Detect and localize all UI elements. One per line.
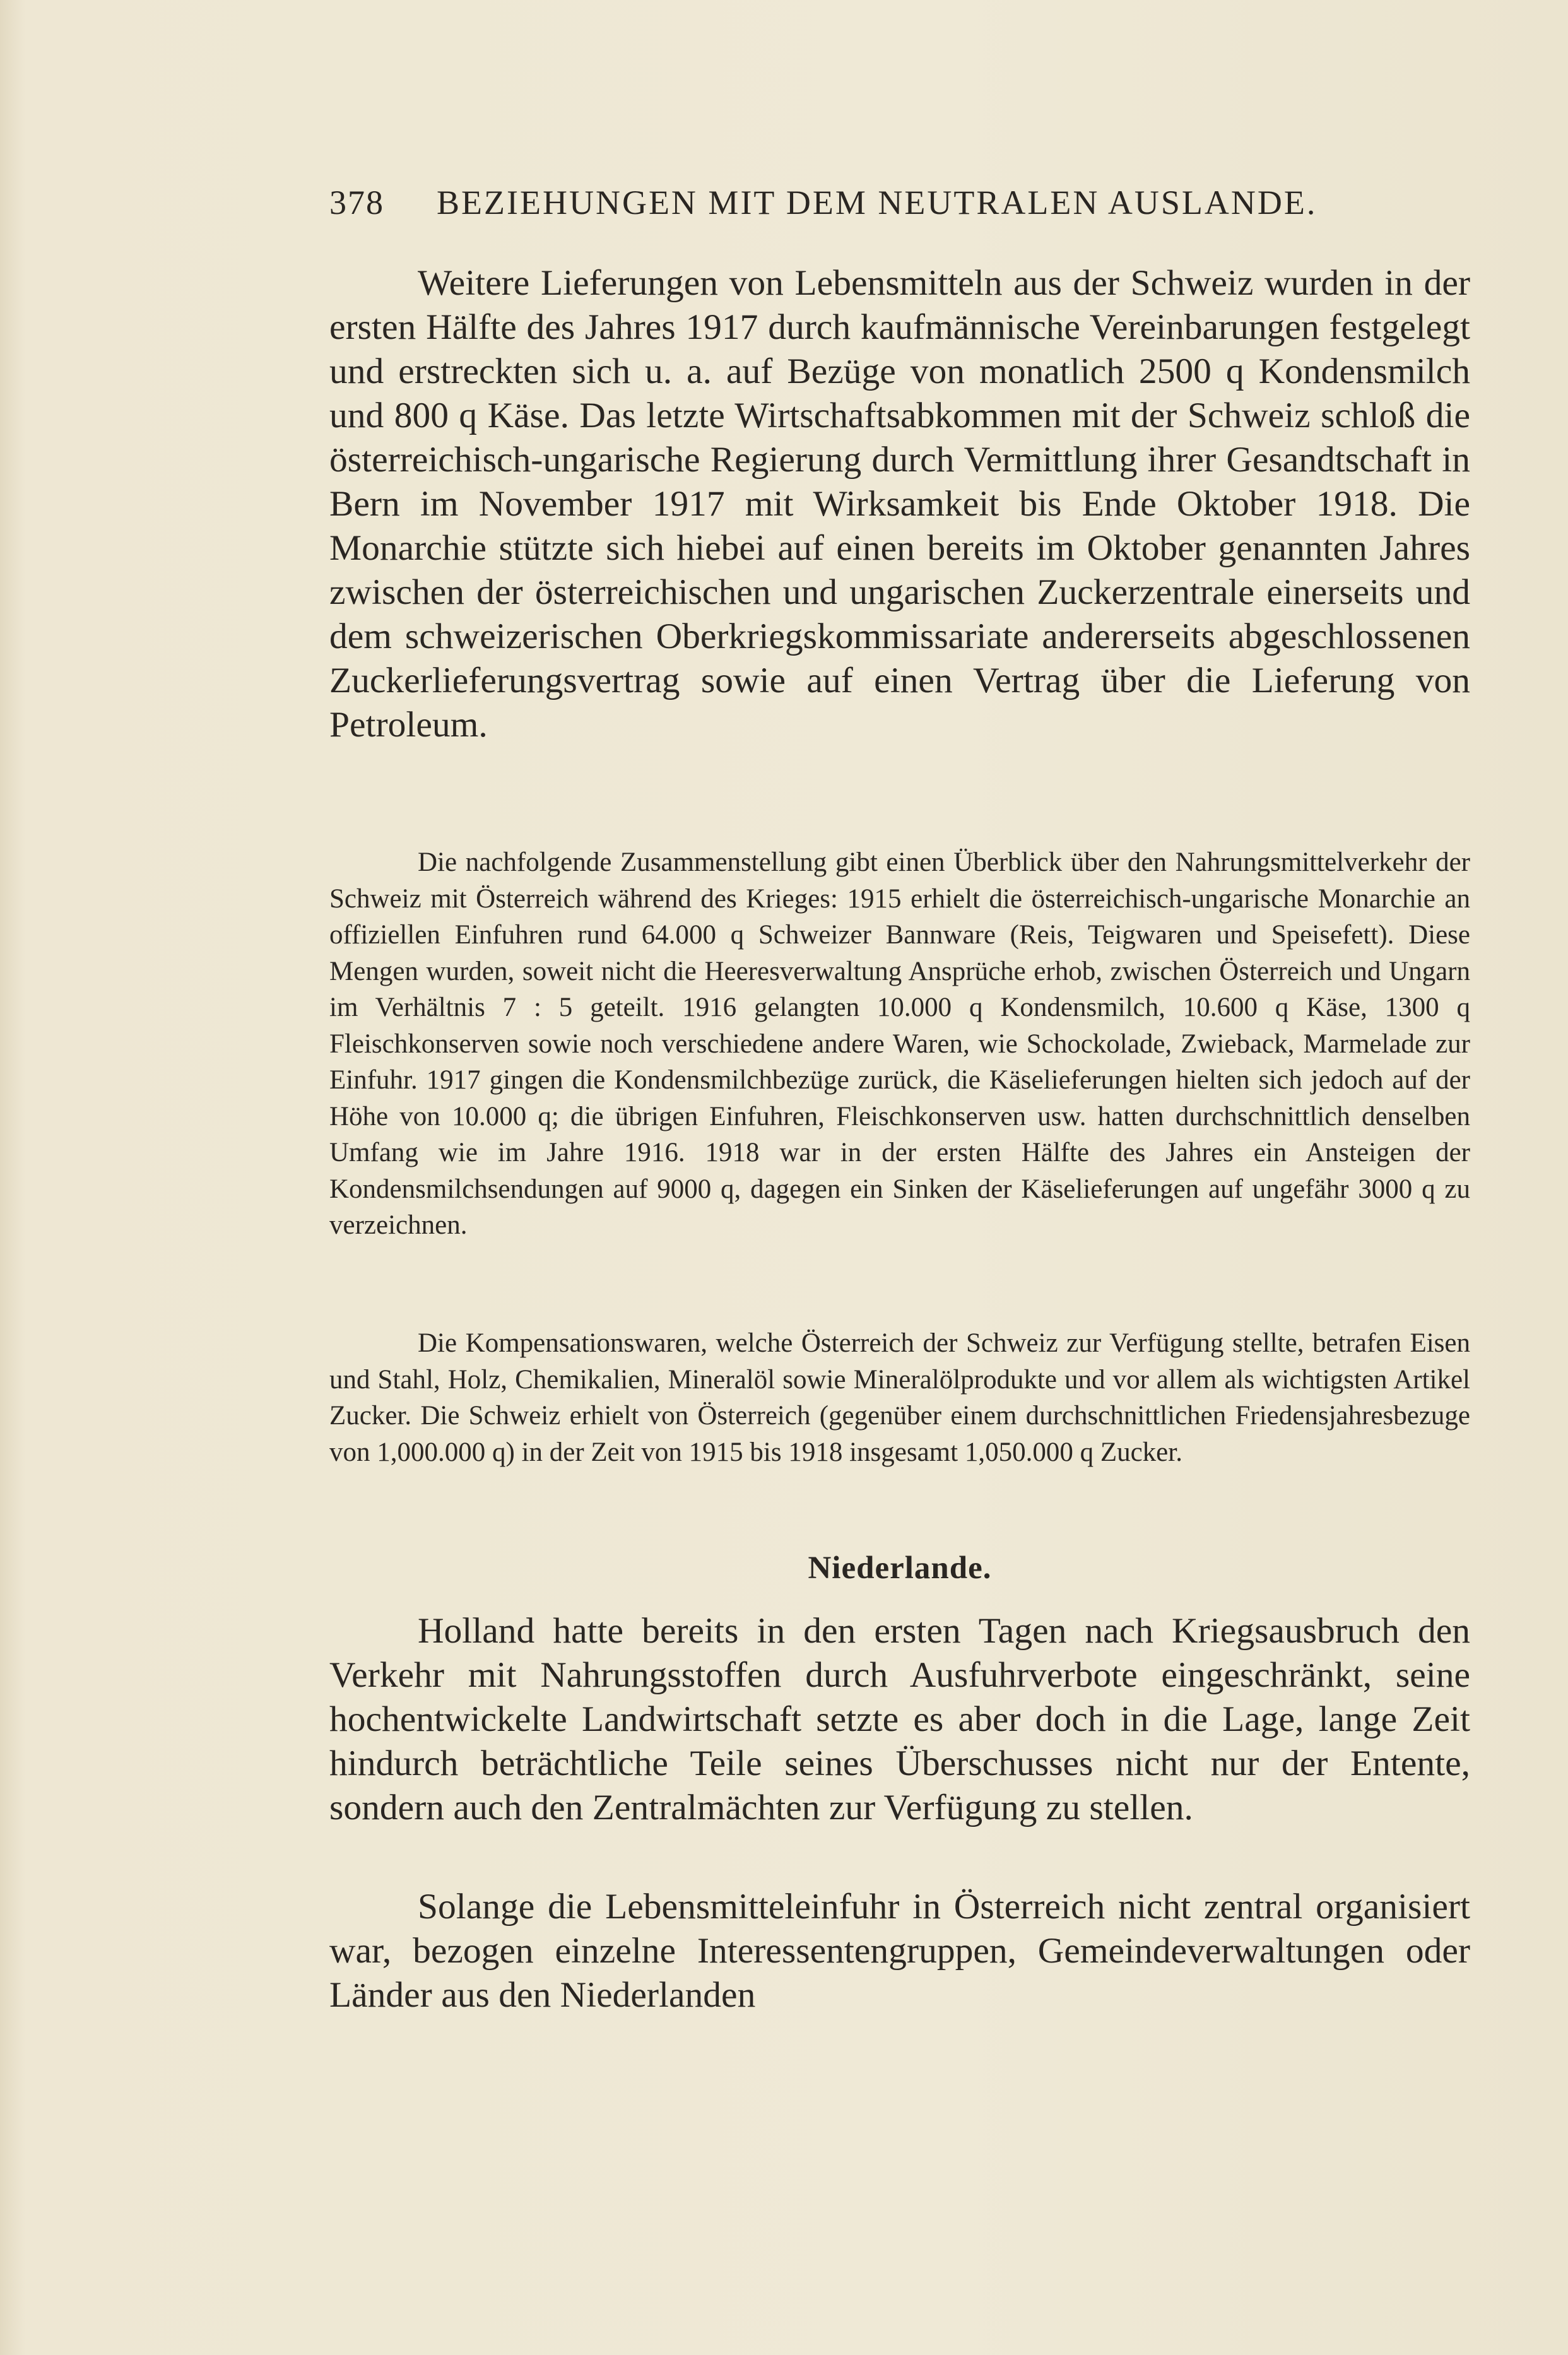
paragraph-holland-imports: Solange die Lebensmitteleinfuhr in Österreich nicht zentral organisiert war, bezogen einzelne Interessentengruppen, Gemeindeverwaltungen oder Länder aus den Niederlanden: [329, 1887, 1470, 2015]
running-title: BEZIEHUNGEN MIT DEM NEUTRALEN AUSLANDE.: [437, 184, 1317, 221]
paragraph-holland-intro: Holland hatte bereits in den ersten Tagen nach Kriegsausbruch den Verkehr mit Nahrungsstoffen durch Ausfuhrverbote eingeschränkt, seine hochentwickelte Landwirtschaft setzte es aber doch in die Lage, lange Zeit hindurch beträchtliche Teile seines Überschusses nicht nur der Entente, sondern auch den Zentralmächten zur Verfügung zu stellen.: [329, 1611, 1470, 1827]
section-heading: Niederlande.: [808, 1550, 992, 1586]
running-header: [329, 183, 1470, 222]
page-number: 378: [329, 184, 384, 221]
note-food-trade-summary: Die nachfolgende Zusammenstellung gibt einen Überblick über den Nahrungsmittelverkehr der Schweiz mit Österreich während des Krieges: 1915 erhielt die österreichisch-ungarische Monarchie an offiziellen Einfuhren rund 64.000 q Schweizer Bannware (Reis, Teigwaren und Speisefett). Diese Mengen wurden, soweit nicht die Heeresverwaltung Ansprüche erhob, zwischen Österreich und Ungarn im Verhältnis 7 : 5 geteilt. 1916 gelangten 10.000 q Kondensmilch, 10.600 q Käse, 1300 q Fleischkonserven sowie noch verschiedene andere Waren, wie Schockolade, Zwieback, Marmelade zur Einfuhr. 1917 gingen die Kondensmilchbezüge zurück, die Käselieferungen hielten sich jedoch auf der Höhe von 10.000 q; die übrigen Einfuhren, Fleischkonserven usw. hatten durchschnittlich denselben Umfang wie im Jahre 1916. 1918 war in der ersten Hälfte des Jahres ein Ansteigen der Kondensmilchsendungen auf 9000 q, dagegen ein Sinken der Käselieferungen auf ungefähr 3000 q zu verzeichnen.: [329, 847, 1470, 1240]
paragraph-switzerland-supplies: Weitere Lieferungen von Lebensmitteln aus der Schweiz wurden in der ersten Hälfte des Jahres 1917 durch kaufmännische Vereinbarungen festgelegt und erstreckten sich u. a. auf Bezüge von monatlich 2500 q Kondensmilch und 800 q Käse. Das letzte Wirtschaftsabkommen mit der Schweiz schloß die österreichisch-ungarische Regierung durch Vermittlung ihrer Gesandtschaft in Bern im November 1917 mit Wirksamkeit bis Ende Oktober 1918. Die Monarchie stützte sich hiebei auf einen bereits im Oktober genannten Jahres zwischen der österreichischen und ungarischen Zuckerzentrale einerseits und dem schweizerischen Oberkriegskommissariate andererseits abgeschlossenen Zuckerlieferungsvertrag sowie auf einen Vertrag über die Lieferung von Petroleum.: [329, 263, 1470, 745]
note-compensation-goods: Die Kompensationswaren, welche Österreich der Schweiz zur Verfügung stellte, betrafen Eisen und Stahl, Holz, Chemikalien, Mineralöl sowie Mineralölprodukte und vor allem als wichtigsten Artikel Zucker. Die Schweiz erhielt von Österreich (gegenüber einem durchschnittlichen Friedensjahresbezuge von 1,000.000 q) in der Zeit von 1915 bis 1918 insgesamt 1,050.000 q Zucker.: [329, 1328, 1470, 1467]
